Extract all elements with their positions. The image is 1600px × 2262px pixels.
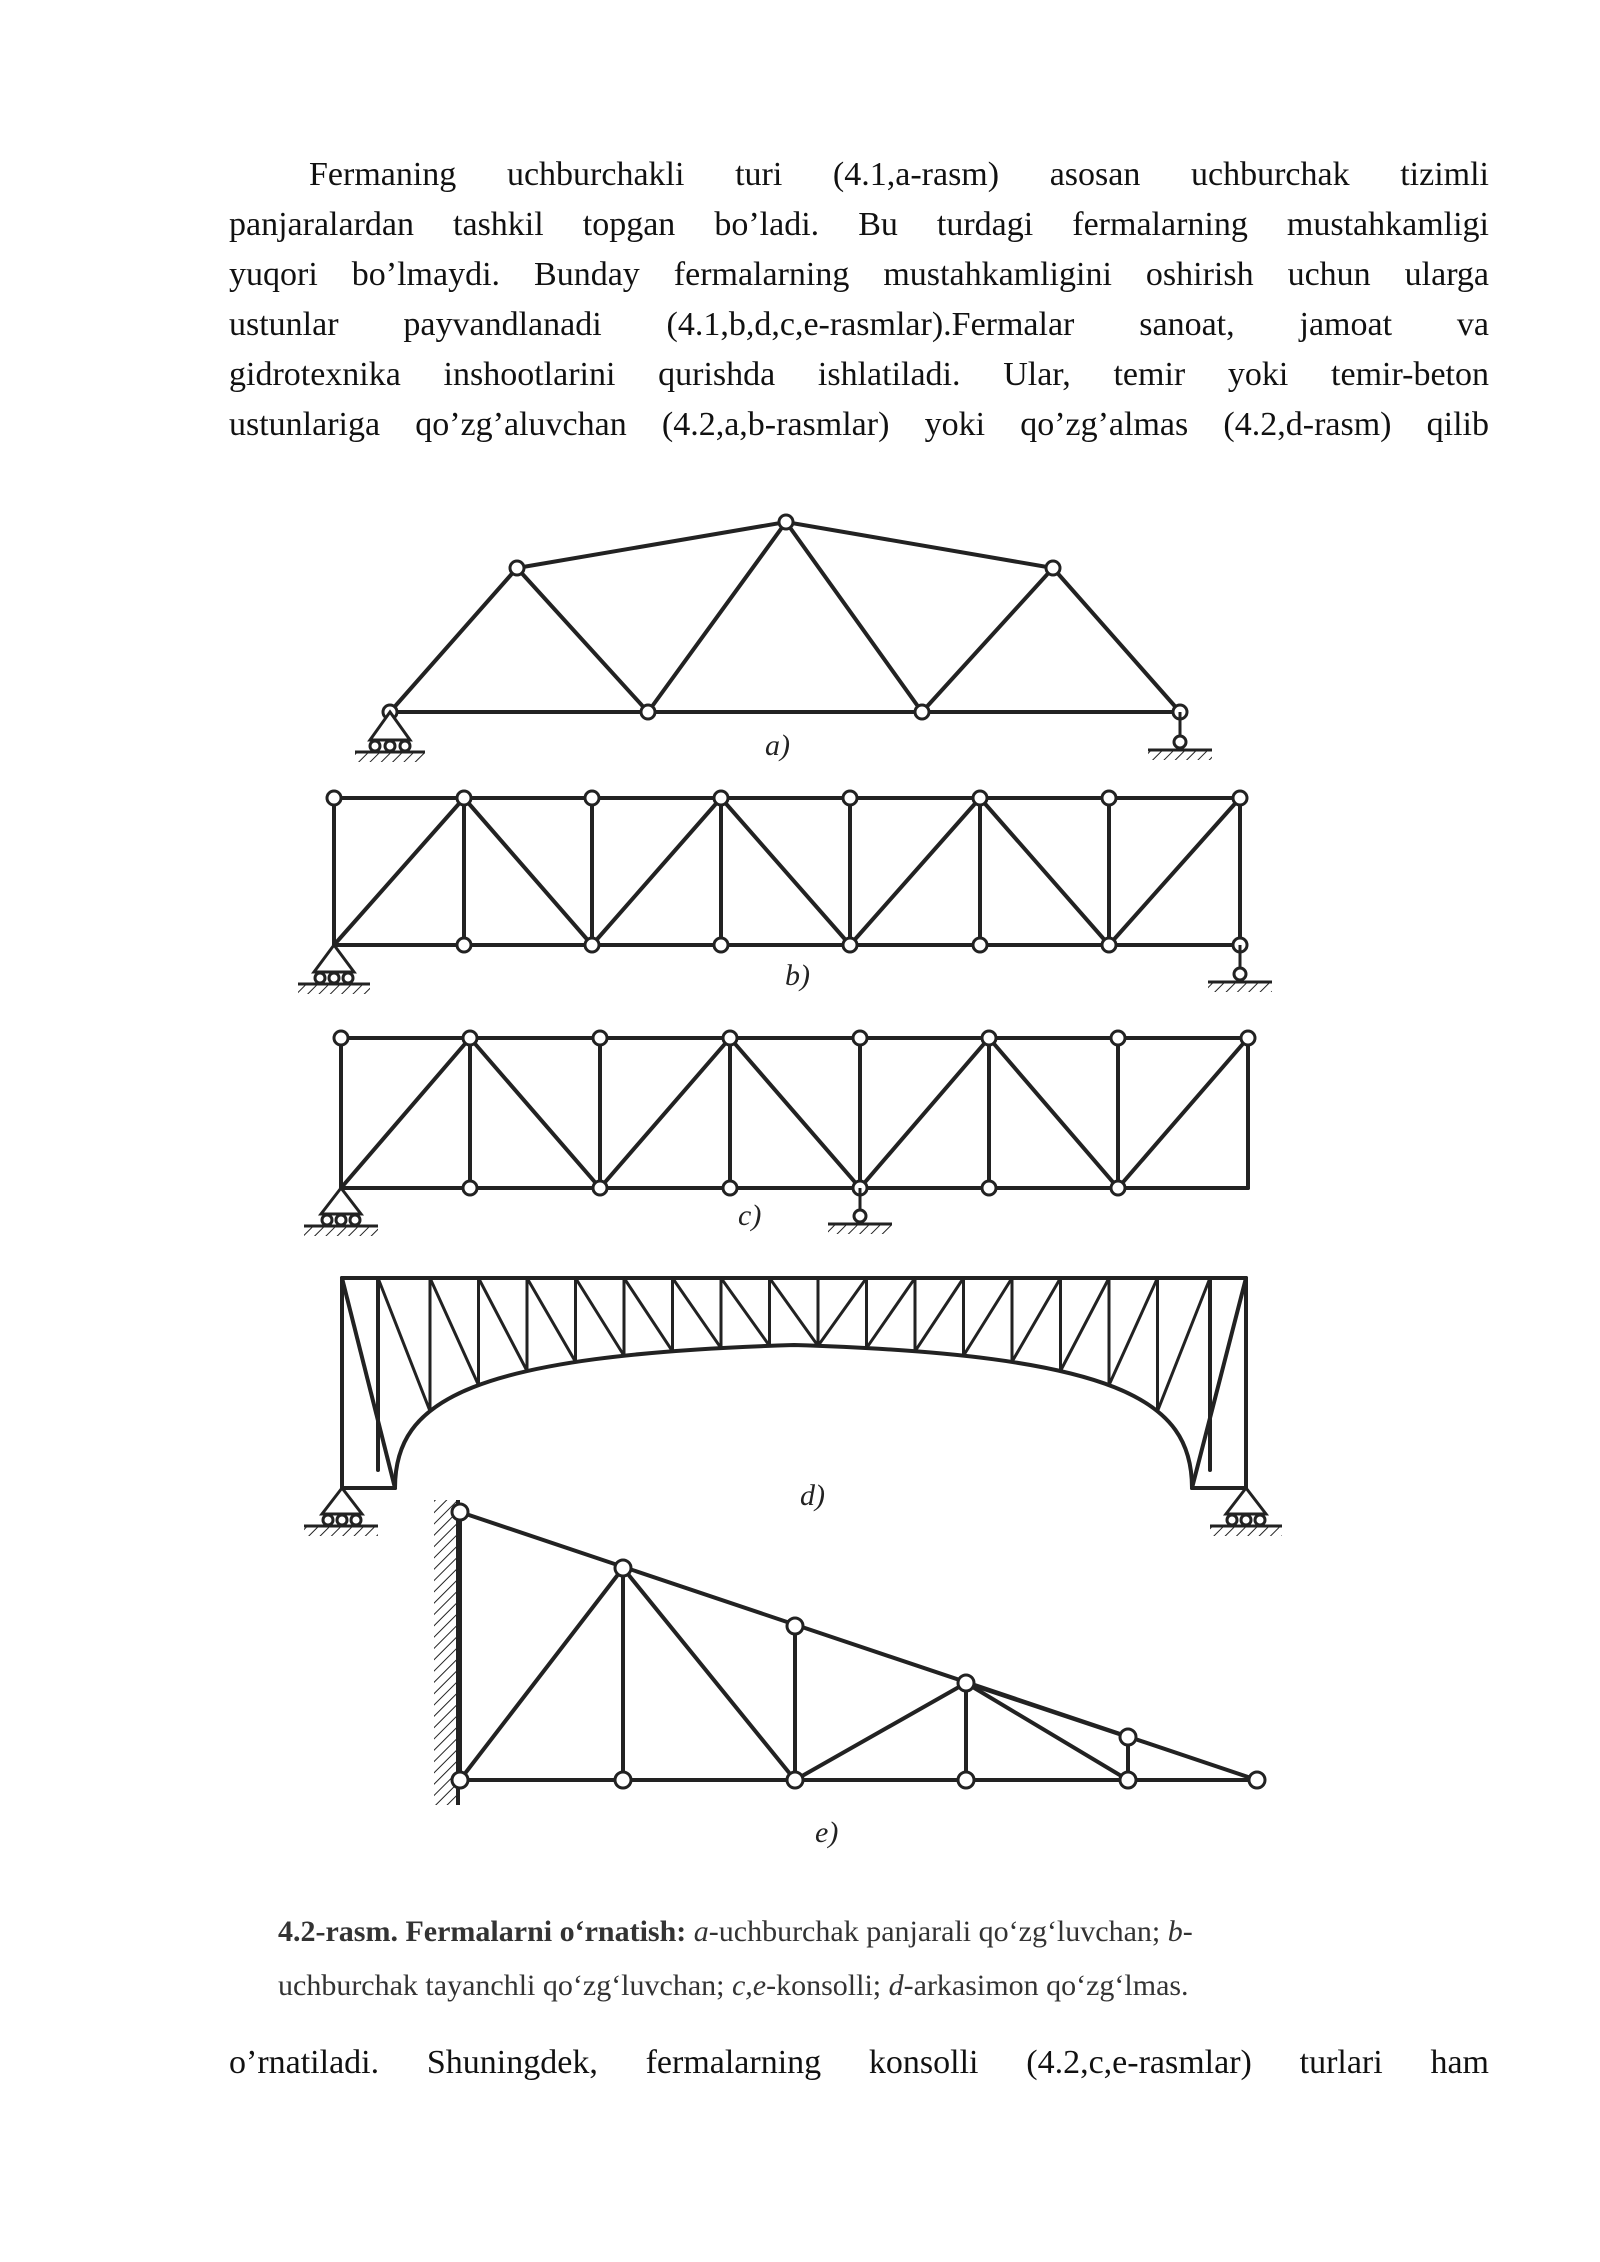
caption-text: uchburchak tayanchli qo‘zg‘luvchan; <box>278 1969 732 2002</box>
arch-web-member <box>673 1278 722 1348</box>
support-roller-d <box>304 1488 378 1536</box>
arch-web-member <box>1061 1278 1110 1371</box>
text-line: ustunlar payvandlanadi (4.1,b,d,c,e-rasmlar).Fermalar sanoat, jamoat va <box>229 306 1489 343</box>
arch-web-member <box>430 1278 479 1385</box>
label-c: c) <box>738 1199 762 1232</box>
support-roller-a <box>355 712 425 762</box>
support-pin-c <box>828 1188 892 1234</box>
truss-b <box>334 798 1240 945</box>
text-line: ustunlariga qo’zg’aluvchan (4.2,a,b-rasmlar) yoki qo’zg’almas (4.2,d-rasm) qilib <box>229 406 1489 443</box>
support-pin-a <box>1148 712 1212 760</box>
arch-web-member <box>1109 1278 1158 1385</box>
caption-text: -uchburchak panjarali qo‘zg‘luvchan; <box>708 1915 1168 1948</box>
text-line: Fermaning uchburchakli turi (4.1,a-rasm) asosan uchburchak tizimli <box>309 156 1489 193</box>
arch-web-member <box>964 1278 1013 1356</box>
label-a: a) <box>765 729 790 762</box>
label-d: d) <box>800 1479 825 1512</box>
arch-web-member <box>479 1278 528 1371</box>
arch-web-member <box>1158 1278 1211 1411</box>
arch-web-member <box>915 1278 964 1351</box>
truss-a <box>390 522 1180 712</box>
caption-title: 4.2-rasm. Fermalarni o‘rnatish: <box>278 1915 687 1948</box>
arch-web-member <box>624 1278 673 1351</box>
text-line: yuqori bo’lmaydi. Bunday fermalarning mustahkamligini oshirish uchun ularga <box>229 256 1489 293</box>
caption-key: c,e <box>731 1969 767 2002</box>
truss-a-joints <box>383 515 1187 719</box>
arch-web-member <box>867 1278 916 1348</box>
arch-web-member <box>378 1278 430 1411</box>
caption-key: a <box>693 1915 709 1948</box>
caption-text: -arkasimon qo‘zg‘lmas. <box>903 1969 1189 2002</box>
support-pin-b <box>1208 945 1272 992</box>
label-b: b) <box>785 959 810 992</box>
caption-line-1 <box>278 1905 1378 1959</box>
paragraph-bottom: o’rnatiladi. Shuningdek, fermalarning konsolli (4.2,c,e-rasmlar) turlari ham <box>229 2044 1489 2081</box>
caption-text: -konsolli; <box>766 1969 889 2002</box>
arch-web-member <box>576 1278 625 1356</box>
caption-key: d <box>888 1969 904 2002</box>
wall-e <box>434 1500 458 1805</box>
arch-web-member <box>1012 1278 1061 1362</box>
truss-c <box>341 1038 1248 1188</box>
text-line: gidrotexnika inshootlarini qurishda ishlatiladi. Ular, temir yoki temir-beton <box>229 356 1489 393</box>
arch-web-member <box>527 1278 576 1362</box>
caption-key: b <box>1167 1915 1183 1948</box>
arch-web-member <box>818 1278 867 1346</box>
caption-text: - <box>1182 1915 1193 1948</box>
arch-web-member <box>770 1278 819 1346</box>
figure-caption <box>278 1905 1378 2013</box>
arch-web-member <box>721 1278 770 1346</box>
caption-line-2 <box>278 1959 1378 2013</box>
text-line: panjaralardan tashkil topgan bo’ladi. Bu turdagi fermalarning mustahkamligi <box>229 206 1489 243</box>
truss-e <box>460 1512 1257 1780</box>
support-roller-c <box>304 1188 378 1236</box>
support-roller-b <box>298 945 370 994</box>
label-e: e) <box>815 1816 839 1849</box>
support-roller-d-right <box>1210 1488 1282 1536</box>
